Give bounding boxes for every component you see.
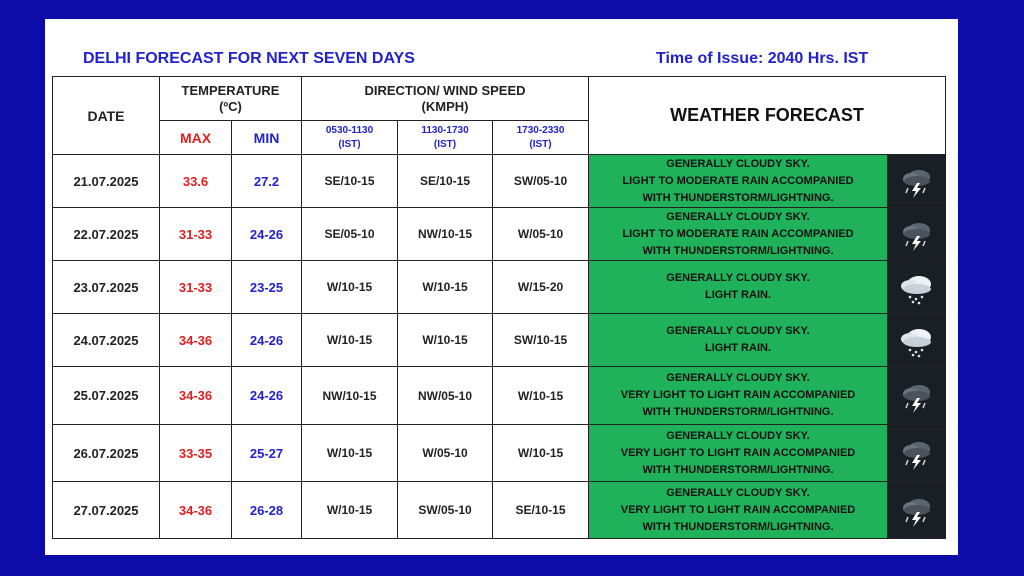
slot-time: 1730-2330 xyxy=(516,124,565,136)
forecast-cell xyxy=(589,314,888,367)
date-cell: 22.07.2025 xyxy=(53,208,160,261)
date-cell: 25.07.2025 xyxy=(53,367,160,425)
max-temp-cell: 34-36 xyxy=(160,367,232,425)
forecast-line: WITH THUNDERSTORM/LIGHTNING. xyxy=(642,520,834,533)
forecast-line: GENERALLY CLOUDY SKY. xyxy=(666,272,810,284)
forecast-sheet xyxy=(45,19,958,555)
forecast-line: LIGHT RAIN. xyxy=(705,342,771,354)
forecast-line: LIGHT TO MODERATE RAIN ACCOMPANIED xyxy=(622,227,854,240)
date-cell: 23.07.2025 xyxy=(53,261,160,314)
wind-cell: SW/05-10 xyxy=(398,482,493,539)
date-cell: 27.07.2025 xyxy=(53,482,160,539)
slot-zone: (IST) xyxy=(338,138,361,150)
forecast-line: GENERALLY CLOUDY SKY. xyxy=(666,157,810,170)
weather-forecast-header: WEATHER FORECAST xyxy=(589,77,946,155)
wind-cell: W/10-15 xyxy=(302,314,398,367)
forecast-line: WITH THUNDERSTORM/LIGHTNING. xyxy=(642,463,834,476)
wind-cell: SW/05-10 xyxy=(493,155,589,208)
wind-cell: SE/10-15 xyxy=(493,482,589,539)
max-temp-cell: 34-36 xyxy=(160,482,232,539)
temperature-header xyxy=(160,77,302,121)
wind-cell: W/10-15 xyxy=(398,314,493,367)
thunderstorm-icon xyxy=(888,214,945,254)
forecast-cell xyxy=(589,367,888,425)
forecast-line: GENERALLY CLOUDY SKY. xyxy=(666,429,810,442)
min-temp-cell: 24-26 xyxy=(232,314,302,367)
forecast-cell xyxy=(589,261,888,314)
min-temp-cell: 23-25 xyxy=(232,261,302,314)
table-row xyxy=(53,367,946,425)
date-header: DATE xyxy=(53,77,160,155)
weather-icon-cell xyxy=(888,367,946,425)
light-rain-icon xyxy=(888,267,945,307)
slot-header xyxy=(493,121,589,155)
date-cell: 21.07.2025 xyxy=(53,155,160,208)
wind-cell: SE/10-15 xyxy=(302,155,398,208)
forecast-line: WITH THUNDERSTORM/LIGHTNING. xyxy=(642,244,834,257)
weather-icon-cell xyxy=(888,155,946,208)
page-title: DELHI FORECAST FOR NEXT SEVEN DAYS xyxy=(83,50,415,67)
forecast-line: LIGHT RAIN. xyxy=(705,289,771,301)
forecast-line: WITH THUNDERSTORM/LIGHTNING. xyxy=(642,406,834,418)
wind-cell: NW/10-15 xyxy=(302,367,398,425)
table-row xyxy=(53,261,946,314)
table-row xyxy=(53,314,946,367)
date-cell: 26.07.2025 xyxy=(53,425,160,482)
thunderstorm-icon xyxy=(888,161,945,201)
max-temp-cell: 31-33 xyxy=(160,261,232,314)
table-row xyxy=(53,155,946,208)
wind-cell: W/05-10 xyxy=(398,425,493,482)
forecast-line: GENERALLY CLOUDY SKY. xyxy=(666,486,810,499)
wind-unit: (KMPH) xyxy=(421,98,469,114)
weather-icon-cell xyxy=(888,425,946,482)
wind-cell: W/10-15 xyxy=(302,425,398,482)
forecast-cell xyxy=(589,155,888,208)
thunderstorm-icon xyxy=(888,376,945,416)
slot-header xyxy=(302,121,398,155)
light-rain-icon xyxy=(888,320,945,360)
min-temp-cell: 27.2 xyxy=(232,155,302,208)
forecast-line: VERY LIGHT TO LIGHT RAIN ACCOMPANIED xyxy=(620,446,856,459)
wind-cell: NW/10-15 xyxy=(398,208,493,261)
min-temp-cell: 26-28 xyxy=(232,482,302,539)
min-temp-cell: 25-27 xyxy=(232,425,302,482)
forecast-cell xyxy=(589,482,888,539)
forecast-line: LIGHT TO MODERATE RAIN ACCOMPANIED xyxy=(622,174,854,187)
weather-icon-cell xyxy=(888,482,946,539)
min-header: MIN xyxy=(232,121,302,155)
forecast-line: VERY LIGHT TO LIGHT RAIN ACCOMPANIED xyxy=(620,389,856,401)
max-temp-cell: 33.6 xyxy=(160,155,232,208)
forecast-cell xyxy=(589,425,888,482)
wind-cell: W/10-15 xyxy=(493,367,589,425)
wind-cell: W/15-20 xyxy=(493,261,589,314)
weather-icon-cell xyxy=(888,261,946,314)
wind-header xyxy=(302,77,589,121)
weather-icon-cell xyxy=(888,314,946,367)
wind-cell: W/10-15 xyxy=(302,482,398,539)
wind-cell: W/10-15 xyxy=(302,261,398,314)
forecast-line: GENERALLY CLOUDY SKY. xyxy=(666,372,810,384)
time-of-issue: Time of Issue: 2040 Hrs. IST xyxy=(656,50,869,67)
wind-cell: SE/10-15 xyxy=(398,155,493,208)
wind-label: DIRECTION/ WIND SPEED xyxy=(364,82,526,98)
forecast-line: GENERALLY CLOUDY SKY. xyxy=(666,210,810,223)
weather-icon-cell xyxy=(888,208,946,261)
thunderstorm-icon xyxy=(888,433,945,473)
forecast-table xyxy=(52,76,946,539)
table-row xyxy=(53,425,946,482)
slot-zone: (IST) xyxy=(529,138,552,150)
wind-cell: NW/05-10 xyxy=(398,367,493,425)
wind-cell: W/05-10 xyxy=(493,208,589,261)
max-temp-cell: 34-36 xyxy=(160,314,232,367)
wind-cell: W/10-15 xyxy=(493,425,589,482)
table-row xyxy=(53,208,946,261)
forecast-cell xyxy=(589,208,888,261)
wind-cell: SW/10-15 xyxy=(493,314,589,367)
slot-header xyxy=(398,121,493,155)
forecast-line: WITH THUNDERSTORM/LIGHTNING. xyxy=(642,191,834,204)
temperature-label: TEMPERATURE xyxy=(181,82,280,98)
slot-time: 0530-1130 xyxy=(325,124,374,136)
forecast-line: VERY LIGHT TO LIGHT RAIN ACCOMPANIED xyxy=(620,503,856,516)
max-temp-cell: 31-33 xyxy=(160,208,232,261)
max-temp-cell: 33-35 xyxy=(160,425,232,482)
min-temp-cell: 24-26 xyxy=(232,208,302,261)
header-row xyxy=(53,77,946,121)
wind-cell: W/10-15 xyxy=(398,261,493,314)
wind-cell: SE/05-10 xyxy=(302,208,398,261)
temperature-unit: (ºC) xyxy=(219,98,242,114)
max-header: MAX xyxy=(160,121,232,155)
thunderstorm-icon xyxy=(888,490,945,530)
forecast-line: GENERALLY CLOUDY SKY. xyxy=(666,325,810,337)
slot-time: 1130-1730 xyxy=(421,124,469,136)
min-temp-cell: 24-26 xyxy=(232,367,302,425)
date-cell: 24.07.2025 xyxy=(53,314,160,367)
table-row xyxy=(53,482,946,539)
slot-zone: (IST) xyxy=(433,138,457,150)
